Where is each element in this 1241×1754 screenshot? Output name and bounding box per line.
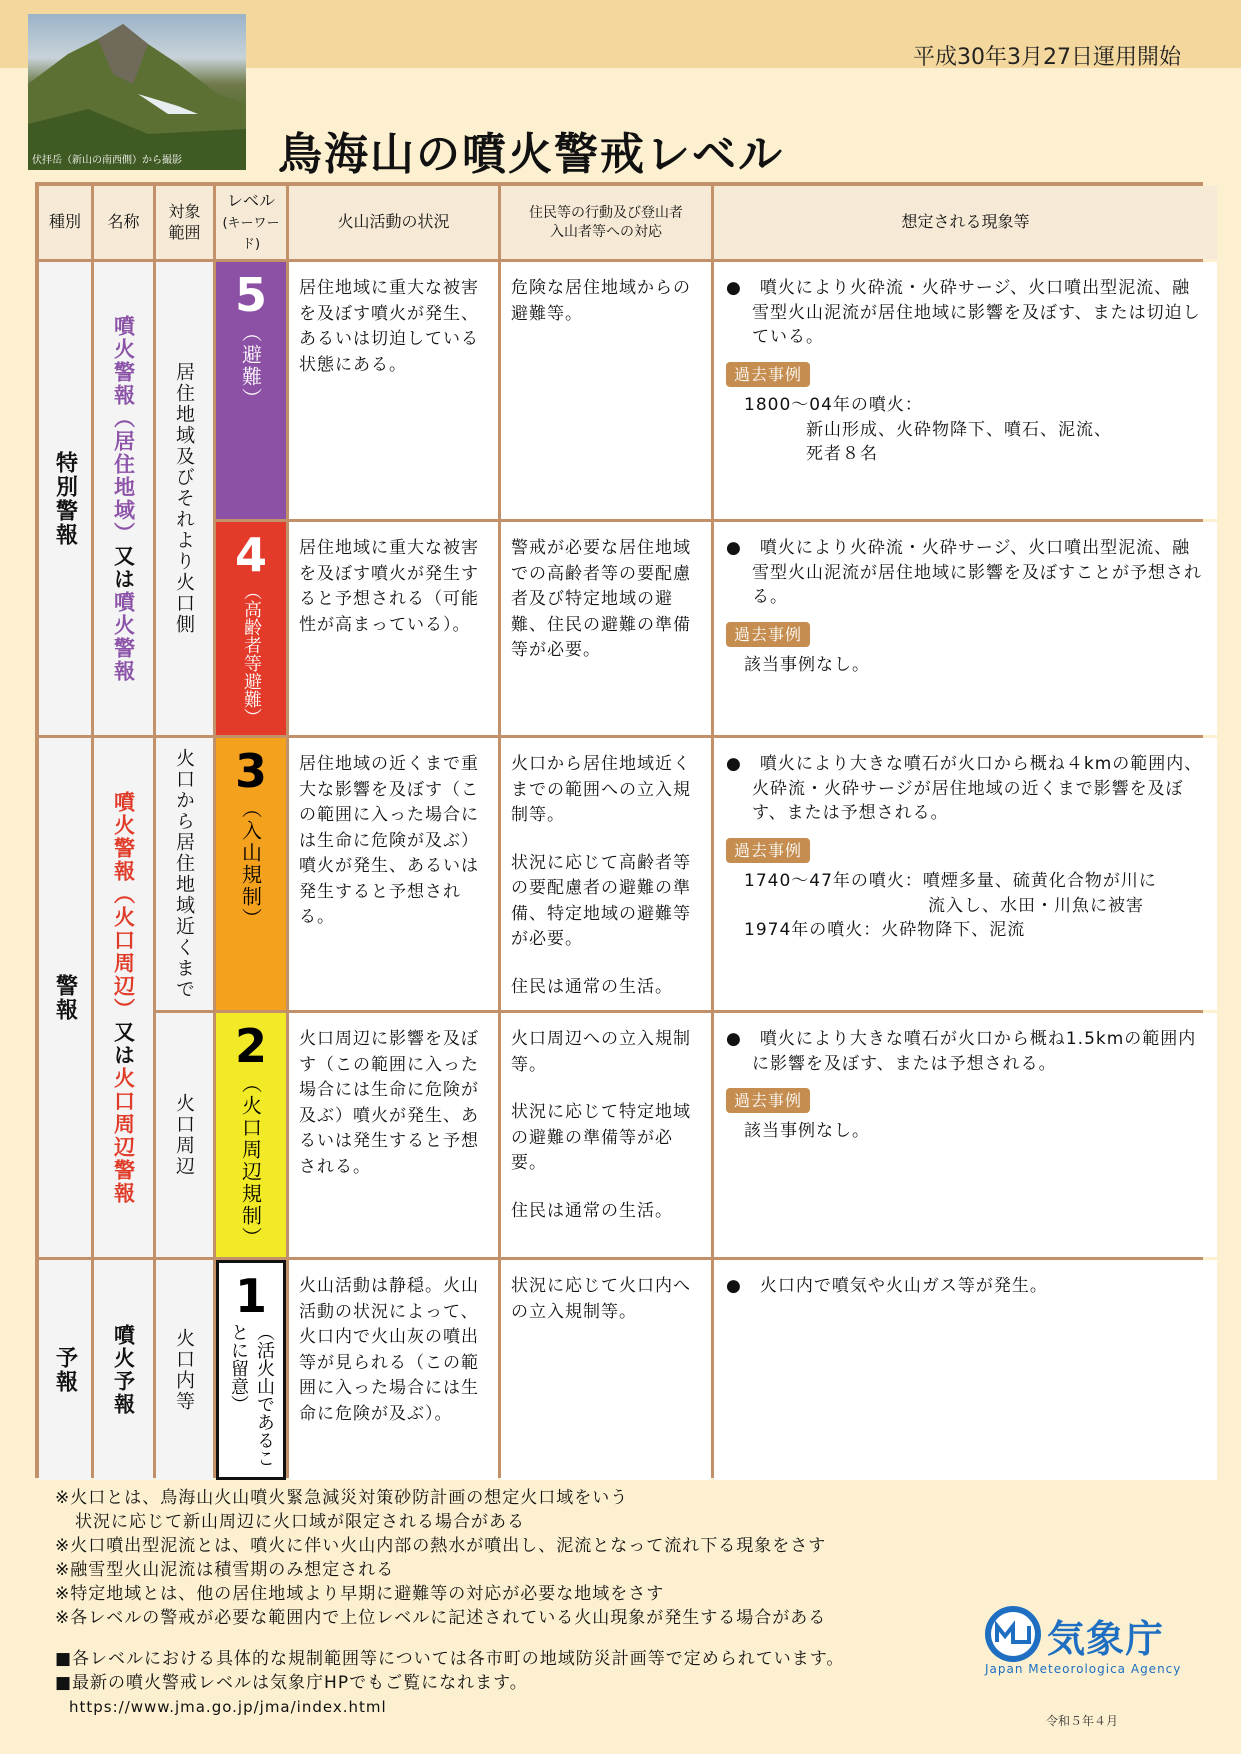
level-5-response: 危険な居住地域からの避難等。: [501, 262, 711, 519]
info-line: ■各レベルにおける具体的な規制範囲等については各市町の地域防災計画等で定められています。: [55, 1649, 845, 1669]
level-1-badge: 1 （活火山であることに留意）: [216, 1260, 286, 1480]
note: ※火口噴出型泥流とは、噴火に伴い火山内部の熱水が噴出し、泥流となって流れ下る現象をさす: [55, 1536, 827, 1556]
photo-caption: 伏拝岳（新山の南西側）から撮影: [32, 155, 182, 166]
level-3-response: 火口から居住地域近くまでの範囲への立入規制等。 状況に応じて高齢者等の要配慮者の避難の準備、特定地域の避難等が必要。 住民は通常の生活。: [501, 738, 711, 1010]
level-1-phenomena: ● 火口内で噴気や火山ガス等が発生。: [714, 1260, 1217, 1480]
range-level2: 火口周辺: [156, 1013, 213, 1257]
issue-date: 令和５年４月: [1046, 1714, 1119, 1728]
mountain-illustration: [28, 14, 246, 170]
header-activity: 火山活動の状況: [289, 186, 498, 259]
level-2-badge: 2 （火口周辺規制）: [216, 1013, 286, 1257]
page-title: 鳥海山の噴火警戒レベル: [278, 129, 784, 180]
level-5-badge: 5 （避難）: [216, 262, 286, 519]
range-level3: 火口から居住地域近くまで: [156, 738, 213, 1010]
note: ※融雪型火山泥流は積雪期のみ想定される: [55, 1560, 395, 1580]
range-special: 居住地域及びそれより火口側: [156, 262, 213, 735]
level-3-activity: 居住地域の近くまで重大な影響を及ぼす（この範囲に入った場合には生命に危険が及ぶ）噴火が発生、あるいは発生すると予想される。: [289, 738, 498, 1010]
info-line: ■最新の噴火警戒レベルは気象庁HPでもご覧になれます。: [55, 1673, 528, 1693]
footnotes: [55, 1486, 826, 1630]
level-4-activity: 居住地域に重大な被害を及ぼす噴火が発生すると予想される（可能性が高まっている）。: [289, 522, 498, 735]
level-4-response: 警戒が必要な居住地域での高齢者等の要配慮者及び特定地域の避難、住民の避難の準備等が必要。: [501, 522, 711, 735]
jma-logo-text: 気象庁: [1047, 1617, 1165, 1661]
range-level1: 火口内等: [156, 1260, 213, 1480]
level-2-activity: 火口周辺に影響を及ぼす（この範囲に入った場合には生命に危険が及ぶ）噴火が発生、あるいは発生すると予想される。: [289, 1013, 498, 1257]
category-warning: 警報: [39, 738, 91, 1257]
name-special: 噴火警報（居住地域）又は噴火警報: [94, 262, 153, 735]
mountain-photo: [28, 14, 246, 170]
level-4-phenomena: ● 噴火により火砕流・火砕サージ、火口噴出型泥流、融雪型火山泥流が居住地域に影響を及ぼすことが予想される。 過去事例 該当事例なし。: [714, 522, 1217, 735]
operation-start-date: 平成30年3月27日運用開始: [913, 45, 1181, 70]
level-1-response: 状況に応じて火口内への立入規制等。: [501, 1260, 711, 1480]
jma-logo-english: Japan Meteorologica Agency: [985, 1662, 1182, 1676]
header-type: 種別: [39, 186, 91, 259]
header-response: 住民等の行動及び登山者 入山者等への対応: [501, 186, 711, 259]
level-4-badge: 4 （高齢者等避難）: [216, 522, 286, 735]
category-special-warning: 特別警報: [39, 262, 91, 735]
past-cases-badge: 過去事例: [726, 622, 810, 647]
jma-url-link[interactable]: https://www.jma.go.jp/jma/index.html: [69, 1698, 387, 1716]
level-5-phenomena: ● 噴火により火砕流・火砕サージ、火口噴出型泥流、融雪型火山泥流が居住地域に影響を及ぼす、または切迫している。 過去事例 1800～04年の噴火： 新山形成、火砕物降下、噴石、泥流、 死者８名: [714, 262, 1217, 519]
jma-emblem-icon: [983, 1604, 1043, 1664]
level-3-badge: 3 （入山規制）: [216, 738, 286, 1010]
category-forecast: 予報: [39, 1260, 91, 1480]
name-forecast: 噴火予報: [94, 1260, 153, 1480]
note: 状況に応じて新山周辺に火口域が限定される場合がある: [75, 1512, 525, 1532]
jma-logo: [983, 1600, 1193, 1680]
level-3-phenomena: ● 噴火により大きな噴石が火口から概ね４kmの範囲内、火砕流・火砕サージが居住地域の近くまで影響を及ぼす、または予想される。 過去事例 1740～47年の噴火：噴煙多量、硫黄化合物が川に 流入し、水田・川魚に被害 1974年の噴火：火砕物降下、泥流: [714, 738, 1217, 1010]
header-range: 対象 範囲: [156, 186, 213, 259]
level-1-activity: 火山活動は静穏。火山活動の状況によって、火口内で火山灰の噴出等が見られる（この範囲に入った場合には生命に危険が及ぶ）。: [289, 1260, 498, 1480]
header-name: 名称: [94, 186, 153, 259]
level-2-response: 火口周辺への立入規制等。 状況に応じて特定地域の避難の準備等が必要。 住民は通常の生活。: [501, 1013, 711, 1257]
level-5-activity: 居住地域に重大な被害を及ぼす噴火が発生、あるいは切迫している状態にある。: [289, 262, 498, 519]
note: ※火口とは、鳥海山火山噴火緊急減災対策砂防計画の想定火口域をいう: [55, 1488, 629, 1508]
name-warning: 噴火警報（火口周辺）又は火口周辺警報: [94, 738, 153, 1257]
header-level: レベル (キーワード): [216, 186, 286, 259]
past-cases-badge: 過去事例: [726, 362, 810, 387]
level-2-phenomena: ● 噴火により大きな噴石が火口から概ね1.5kmの範囲内に影響を及ぼす、または予想される。 過去事例 該当事例なし。: [714, 1013, 1217, 1257]
past-cases-badge: 過去事例: [726, 838, 810, 863]
past-cases-badge: 過去事例: [726, 1088, 810, 1113]
header-phenomena: 想定される現象等: [714, 186, 1217, 259]
note: ※各レベルの警戒が必要な範囲内で上位レベルに記述されている火山現象が発生する場合がある: [55, 1608, 827, 1628]
info-links: [55, 1647, 844, 1719]
note: ※特定地域とは、他の居住地域より早期に避難等の対応が必要な地域をさす: [55, 1584, 665, 1604]
alert-level-table: [35, 182, 1203, 1478]
